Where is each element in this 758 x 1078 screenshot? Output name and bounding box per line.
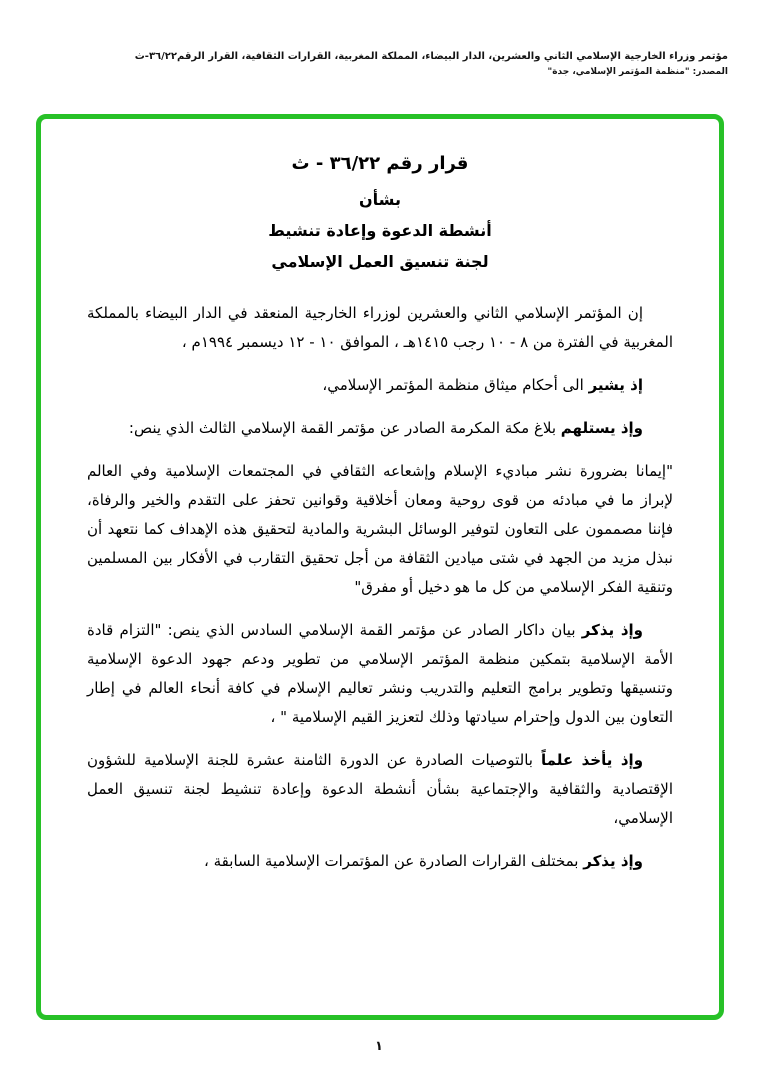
recital-paragraph xyxy=(87,371,673,400)
resolution-title-block xyxy=(87,153,673,271)
recital-paragraph xyxy=(87,414,673,443)
resolution-subject-line1: أنشطة الدعوة وإعادة تنشيط xyxy=(268,221,492,240)
paragraph-lead: وإذ يذكر xyxy=(583,852,643,870)
recital-paragraph xyxy=(87,746,673,833)
paragraph-text: بلاغ مكة المكرمة الصادر عن مؤتمر القمة الإسلامي الثالث الذي ينص: xyxy=(128,419,561,437)
recital-paragraph xyxy=(87,847,673,876)
page-number: ١ xyxy=(375,1039,383,1054)
recital-paragraph xyxy=(87,616,673,732)
resolution-subject-line2: لجنة تنسيق العمل الإسلامي xyxy=(271,252,489,271)
source-header xyxy=(28,48,728,80)
source-header-line2: المصدر: "منظمة المؤتمر الإسلامي، جدة" xyxy=(547,67,728,77)
resolution-regarding-title: بشأن xyxy=(359,190,401,209)
paragraph-text: "إيمانا بضرورة نشر مباديء الإسلام وإشعاعه الثقافي في المجتمعات الإسلامية وفي العالم لإبراز ما في مبادئه من قوى روحية ومعان أخلاقية وقوانين تحفز على التقدم والخير والرفاة، فإننا مصممون على التعاون لتوفير الوسائل البشرية والمادية لتحقيق هذه الإهداف كما نتعهد أن نبذل مزيد من الجهد في شتى ميادين الثقافة من أجل تحقيق التقارب في الأفكار بين المسلمين وتنقية الفكر الإسلامي من كل ما هو دخيل أو مفرق" xyxy=(87,462,673,596)
resolution-body xyxy=(41,119,719,876)
paragraph-lead: إذ يشير xyxy=(588,376,643,394)
paragraph-text: الى أحكام ميثاق منظمة المؤتمر الإسلامي، xyxy=(322,376,589,394)
preamble-paragraph xyxy=(87,299,673,357)
paragraph-lead: وإذ يذكر xyxy=(581,621,643,639)
green-frame xyxy=(36,114,724,1020)
paragraph-text: بالتوصيات الصادرة عن الدورة الثامنة عشرة للجنة الإسلامية للشؤون الإقتصادية والثقافية والإجتماعية بشأن أنشطة الدعوة وإعادة تنشيط لجنة تنسيق العمل الإسلامي، xyxy=(87,751,673,827)
quotation-paragraph xyxy=(87,457,673,602)
paragraph-lead: وإذ يستلهم xyxy=(560,419,643,437)
source-header-line1: مؤتمر وزراء الخارجية الإسلامي الثاني والعشرين، الدار البيضاء، المملكة المغربية، القرارات الثقافية، القرار الرقم٣٦/٢٢-ث xyxy=(134,51,728,62)
paragraph-text: إن المؤتمر الإسلامي الثاني والعشرين لوزراء الخارجية المنعقد في الدار البيضاء بالمملكة المغربية في الفترة من ٨ - ١٠ رجب ١٤١٥هـ ، الموافق ١٠ - ١٢ ديسمبر ١٩٩٤م ، xyxy=(87,304,673,351)
paragraph-text: بمختلف القرارات الصادرة عن المؤتمرات الإسلامية السابقة ، xyxy=(204,852,584,870)
paragraph-lead: وإذ يأخذ علماً xyxy=(541,751,644,769)
resolution-number-title: قرار رقم ٣٦/٢٢ - ث xyxy=(291,153,469,174)
paragraph-text: بيان داكار الصادر عن مؤتمر القمة الإسلامي السادس الذي ينص: "التزام قادة الأمة الإسلامية بتمكين منظمة المؤتمر الإسلامي من تطوير ودعم جهود الدعوة الإسلامية وتنسيقها وتطوير برامج التعليم والتدريب ونشر تعاليم الإسلام في كافة أنحاء العالم في إطار التعاون بين الدول وإحترام سيادتها وذلك لتعزيز القيم الإسلامية " ، xyxy=(87,621,673,726)
